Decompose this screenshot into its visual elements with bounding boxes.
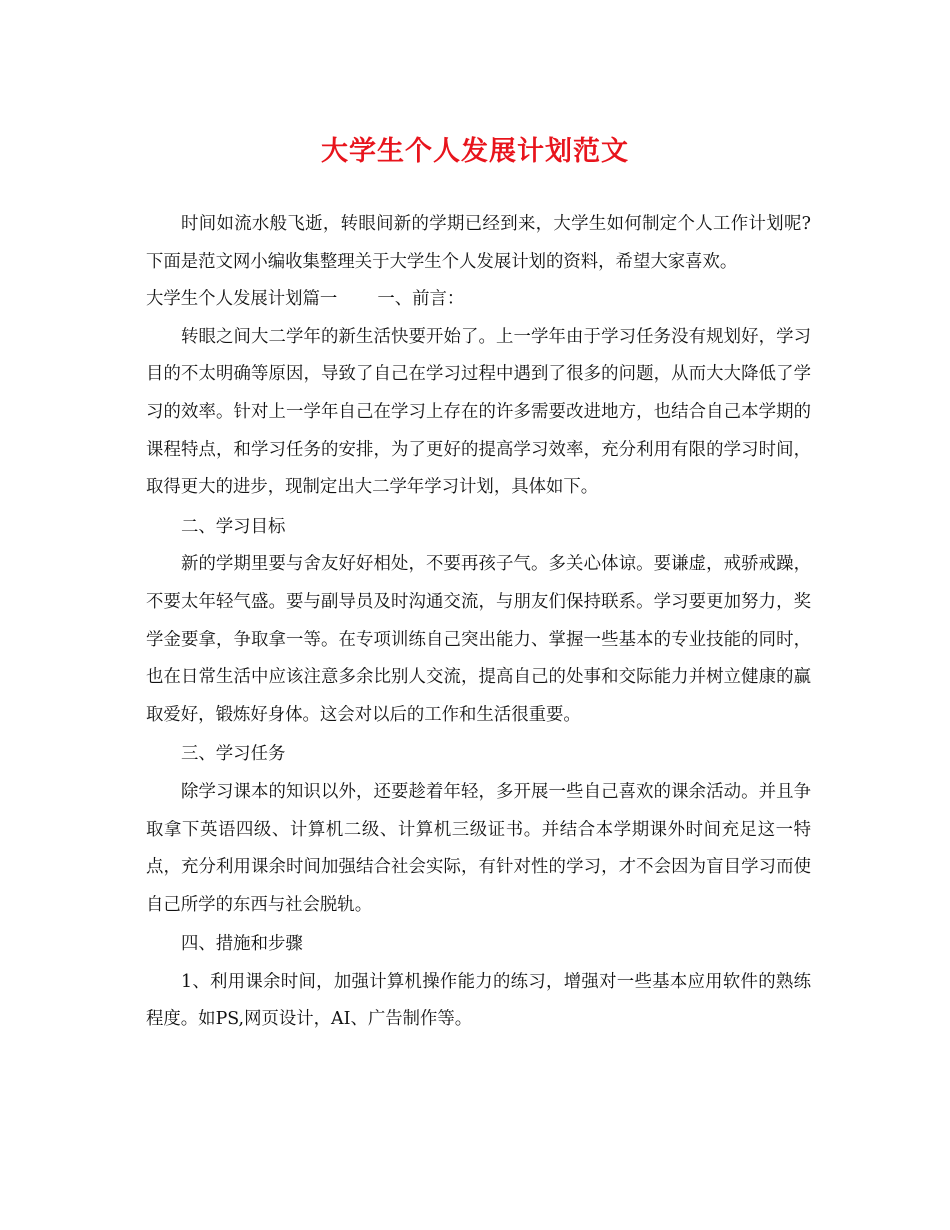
section4-heading: 四、措施和步骤 (181, 934, 303, 955)
document-title: 大学生个人发展计划范文 (321, 136, 629, 167)
section3-heading: 三、学习任务 (181, 744, 286, 765)
section4-item-1: 1、利用课余时间，加强计算机操作能力的练习，增强对一些基本应用软件的熟练程度。如PS,网页设计，AI、广告制作等。 (146, 971, 811, 1030)
intro-paragraph: 时间如流水般飞逝，转眼间新的学期已经到来，大学生如何制定个人工作计划呢?下面是范文网小编收集整理关于大学生个人发展计划的资料，希望大家喜欢。 (146, 214, 811, 272)
part-label: 大学生个人发展计划篇一 (146, 289, 338, 310)
section1-paragraph: 转眼之间大二学年的新生活快要开始了。上一学年由于学习任务没有规划好，学习目的不太明确等原因，导致了自己在学习过程中遇到了很多的问题，从而大大降低了学习的效率。针对上一学年自己在学习上存在的许多需要改进地方，也结合自己本学期的课程特点，和学习任务的安排，为了更好的提高学习效率，充分利用有限的学习时间，取得更大的进步，现制定出大二学年学习计划，具体如下。 (146, 326, 811, 498)
section1-heading: 一、前言： (377, 289, 465, 310)
section2-heading: 二、学习目标 (181, 516, 286, 537)
part-heading-line (146, 281, 811, 319)
section2-paragraph: 新的学期里要与舍友好好相处，不要再孩子气。多关心体谅。要谦虚，戒骄戒躁，不要太年轻气盛。要与副导员及时沟通交流，与朋友们保持联系。学习要更加努力，奖学金要拿，争取拿一等。在专项训练自己突出能力、掌握一些基本的专业技能的同时，也在日常生活中应该注意多余比别人交流，提高自己的处事和交际能力并树立健康的赢取爱好，锻炼好身体。这会对以后的工作和生活很重要。 (146, 554, 811, 725)
section3-paragraph: 除学习课本的知识以外，还要趁着年轻，多开展一些自己喜欢的课余活动。并且争取拿下英语四级、计算机二级、计算机三级证书。并结合本学期课外时间充足这一特点，充分利用课余时间加强结合社会实际，有针对性的学习，才不会因为盲目学习而使自己所学的东西与社会脱轨。 (146, 781, 811, 915)
document-body (146, 206, 811, 1039)
